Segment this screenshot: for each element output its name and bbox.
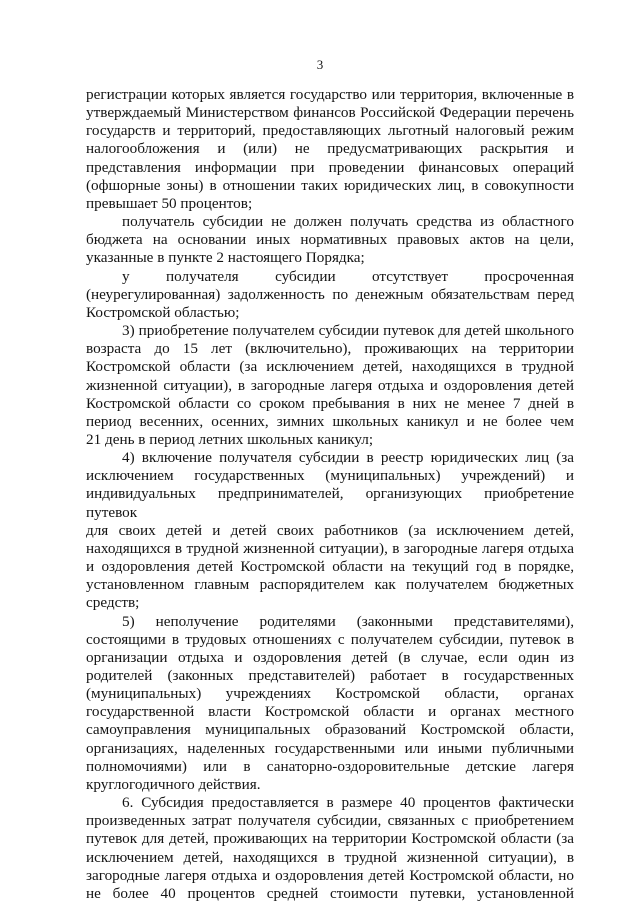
text-line: превышает 50 процентов; xyxy=(86,194,253,212)
text-line: родителей (законных представителей) работает в государственных xyxy=(86,667,574,684)
text-line: государственной власти Костромской области и органах местного xyxy=(86,703,574,721)
text-line: и оздоровления детей Костромской области на текущий год в порядке, xyxy=(86,558,574,576)
paragraph-p4 xyxy=(86,322,574,449)
text-line: самоуправления муниципальных образований Костромской области, xyxy=(86,721,574,739)
paragraph-p1 xyxy=(86,86,574,213)
paragraph-p6 xyxy=(86,613,574,795)
text-line: круглогодичного действия. xyxy=(86,775,261,793)
text-line: исключением государственных (муниципальных) учреждений) и xyxy=(86,467,574,485)
text-line: полномочиями) или в санаторно-оздоровительные детские лагеря xyxy=(86,757,574,775)
paragraph-p7 xyxy=(86,794,574,903)
text-line: состоящими в трудовых отношениях с получателем субсидии, путевок в xyxy=(86,630,574,648)
text-line: 5) неполучение родителями (законными представителями), xyxy=(122,612,574,630)
text-line: представления информации при проведении финансовых операций xyxy=(86,158,574,176)
text-line: государств и территорий, предоставляющих льготный налоговый режим xyxy=(86,122,574,140)
text-line: индивидуальных предпринимателей, организующих приобретение путевок xyxy=(86,485,574,521)
paragraph-p2 xyxy=(86,213,574,267)
text-line: организации отдыха и оздоровления детей (в случае, если один из xyxy=(86,648,574,666)
text-line: 4) включение получателя субсидии в реестр юридических лиц (за xyxy=(122,449,574,467)
text-line: (офшорные зоны) в отношении таких юридических лиц, в совокупности xyxy=(86,176,574,194)
text-line: регистрации которых является государство или территория, включенные в xyxy=(86,86,574,103)
text-line: путевок для детей, проживающих на территории Костромской области (за xyxy=(86,830,574,848)
text-line: Костромской области со сроком пребывания в них не менее 7 дней в xyxy=(86,394,574,412)
paragraph-p5 xyxy=(86,449,574,612)
text-line: получатель субсидии не должен получать средства из областного xyxy=(122,213,574,231)
text-line: 21 день в период летних школьных каникул; xyxy=(86,430,374,448)
text-line: загородные лагеря отдыха и оздоровления детей Костромской области, но xyxy=(86,866,574,884)
text-line: для своих детей и детей своих работников (за исключением детей, xyxy=(86,521,574,539)
text-line: возраста до 15 лет (включительно), проживающих на территории xyxy=(86,340,574,358)
text-line: жизненной ситуации), в загородные лагеря отдыха и оздоровления детей xyxy=(86,376,574,394)
text-line: налогообложения и (или) не предусматривающих раскрытия и xyxy=(86,140,574,158)
text-line: 3) приобретение получателем субсидии путевок для детей школьного xyxy=(122,322,574,340)
text-line: исключением детей, находящихся в трудной жизненной ситуации), в xyxy=(86,848,574,866)
text-line: Костромской области (за исключением детей, находящихся в трудной xyxy=(86,358,574,376)
text-line: период весенних, осенних, зимних школьных каникул и не более чем xyxy=(86,412,574,430)
text-line: организациях, наделенных государственными или иными публичными xyxy=(86,739,574,757)
text-line: средств; xyxy=(86,594,140,612)
text-line: 6. Субсидия предоставляется в размере 40 процентов фактически xyxy=(122,794,574,812)
text-line: не более 40 процентов средней стоимости путевки, установленной xyxy=(86,884,574,902)
document-body xyxy=(86,86,574,903)
text-line: у получателя субсидии отсутствует просроченная xyxy=(122,267,574,285)
text-line: находящихся в трудной жизненной ситуации), в загородные лагеря отдыха xyxy=(86,539,574,557)
text-line: (неурегулированная) задолженность по денежным обязательствам перед xyxy=(86,285,574,303)
text-line: утверждаемый Министерством финансов Российской Федерации перечень xyxy=(86,104,574,122)
page-number: 3 xyxy=(316,57,324,72)
text-line: (муниципальных) учреждениях Костромской области, органах xyxy=(86,685,574,703)
text-line: Костромской областью; xyxy=(86,303,240,321)
text-line: установленном главным распорядителем как получателем бюджетных xyxy=(86,576,574,594)
text-line: указанные в пункте 2 настоящего Порядка; xyxy=(86,249,365,267)
paragraph-p3 xyxy=(86,268,574,322)
text-line: произведенных затрат получателя субсидии, связанных с приобретением xyxy=(86,812,574,830)
text-line: бюджета на основании иных нормативных правовых актов на цели, xyxy=(86,231,574,249)
